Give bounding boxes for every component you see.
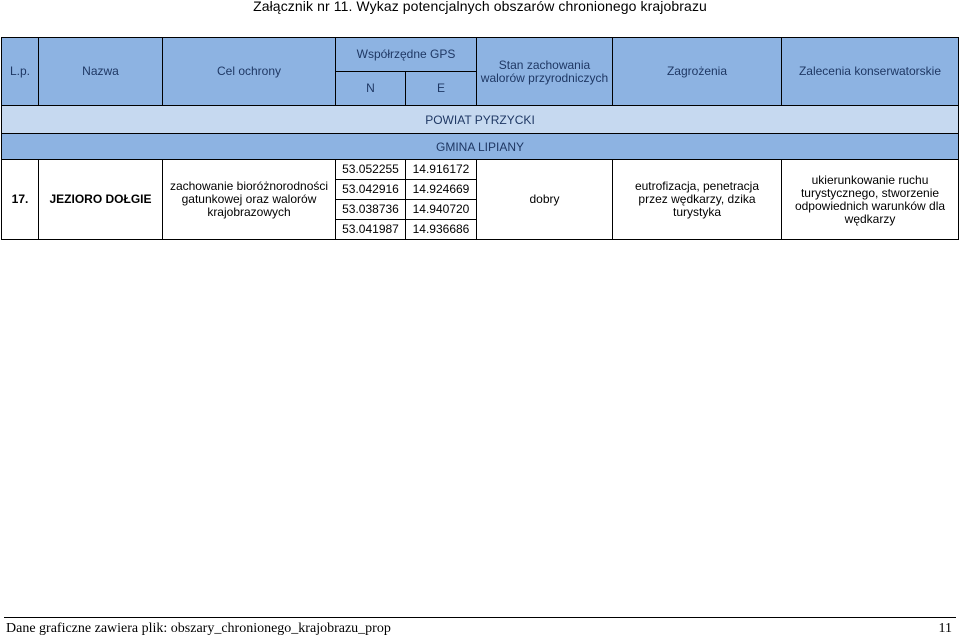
- commune-row: GMINA LIPIANY: [2, 134, 959, 160]
- row-name: JEZIORO DOŁGIE: [39, 160, 163, 240]
- landscape-areas-table: [1, 37, 959, 240]
- coord-e: 14.916172: [406, 160, 477, 180]
- header-threats: Zagrożenia: [613, 38, 782, 106]
- page-number: 11: [938, 621, 952, 636]
- header-lp: L.p.: [2, 38, 39, 106]
- coord-e: 14.940720: [406, 200, 477, 220]
- coord-e: 14.936686: [406, 220, 477, 240]
- row-recommendations: ukierunkowanie ruchu turystycznego, stworzenie odpowiednich warunków dla wędkarzy: [782, 160, 959, 240]
- coord-n: 53.041987: [336, 220, 406, 240]
- page-title: Załącznik nr 11. Wykaz potencjalnych obszarów chronionego krajobrazu: [253, 0, 707, 14]
- header-goal: Cel ochrony: [163, 38, 336, 106]
- coord-n: 53.042916: [336, 180, 406, 200]
- coord-e: 14.924669: [406, 180, 477, 200]
- header-e: E: [406, 72, 477, 106]
- header-recommendations: Zalecenia konserwatorskie: [782, 38, 959, 106]
- row-goal: zachowanie bioróżnorodności gatunkowej oraz walorów krajobrazowych: [163, 160, 336, 240]
- region-row: POWIAT PYRZYCKI: [2, 106, 959, 134]
- footer-text: Dane graficzne zawiera plik: obszary_chronionego_krajobrazu_prop: [6, 621, 391, 636]
- row-status: dobry: [477, 160, 613, 240]
- header-status: Stan zachowania walorów przyrodniczych: [477, 38, 613, 106]
- header-name: Nazwa: [39, 38, 163, 106]
- footer-divider: [4, 617, 956, 618]
- coord-n: 53.038736: [336, 200, 406, 220]
- coord-n: 53.052255: [336, 160, 406, 180]
- row-threats: eutrofizacja, penetracja przez wędkarzy, dzika turystyka: [613, 160, 782, 240]
- header-gps: Współrzędne GPS: [336, 38, 477, 72]
- row-lp: 17.: [2, 160, 39, 240]
- header-n: N: [336, 72, 406, 106]
